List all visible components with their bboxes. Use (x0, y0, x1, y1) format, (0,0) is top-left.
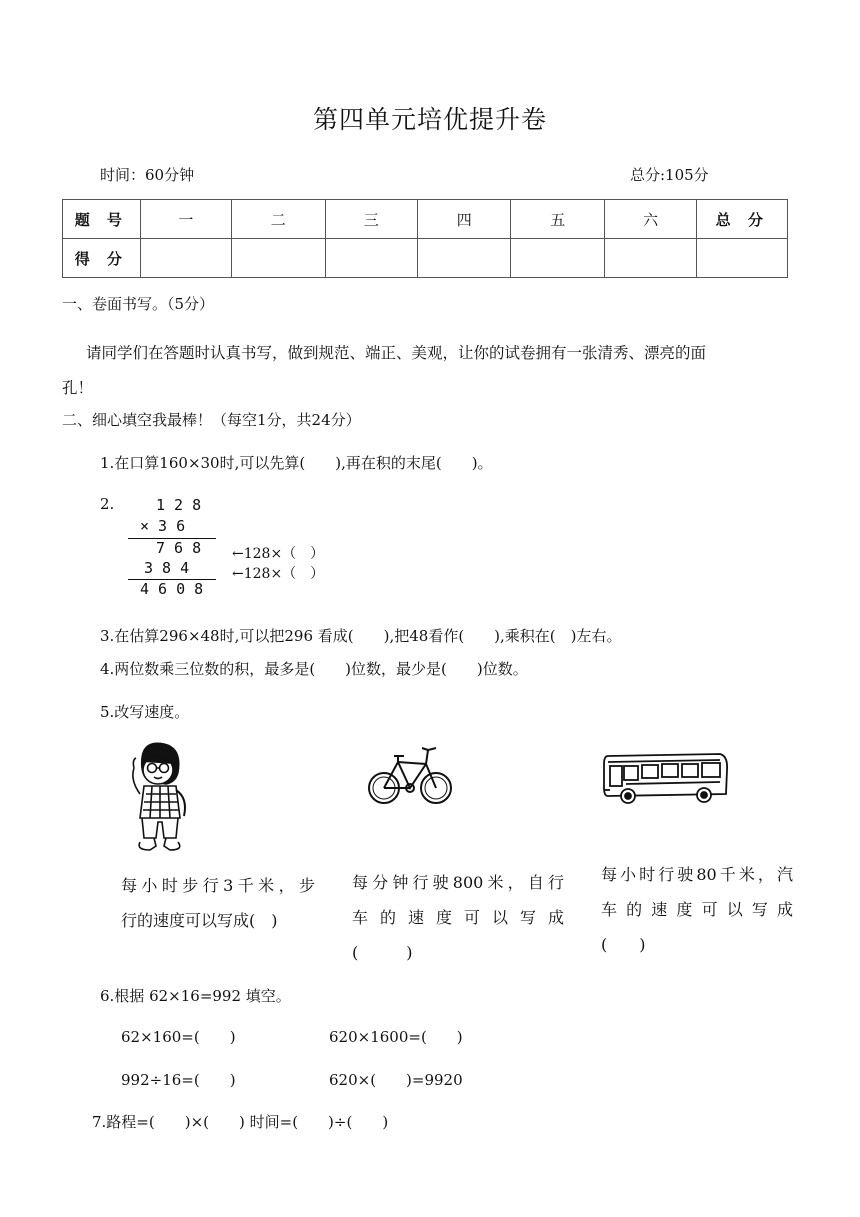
partial-product-2-annotation: ←128×（ ） (232, 566, 325, 582)
score-cell[interactable] (418, 239, 511, 278)
caption-line: 车的速度可以写成 (601, 900, 793, 919)
score-header-cell: 总 分 (697, 200, 788, 239)
caption-line: ( ) (601, 935, 646, 954)
multiplication-multiplier: × 3 6 (140, 517, 186, 535)
question-6-d: 620×( )=9920 (329, 1071, 463, 1089)
caption-line: 每分钟行驶800米，自行 (352, 873, 564, 892)
caption-line: 每小时行驶80千米，汽 (601, 865, 793, 884)
boy-speed-caption (121, 868, 315, 938)
question-6-c: 992÷16=( ) (121, 1071, 236, 1089)
score-cell[interactable] (325, 239, 417, 278)
score-cell[interactable] (511, 239, 604, 278)
score-row-label: 得 分 (63, 239, 141, 278)
score-header-cell: 二 (232, 200, 325, 239)
score-header-cell: 一 (140, 200, 231, 239)
score-header-cell: 四 (418, 200, 511, 239)
score-cell[interactable] (697, 239, 788, 278)
question-6-a: 62×160=( ) (121, 1028, 236, 1046)
question-7: 7.路程=( )×( ) 时间=( )÷( ) (92, 1113, 389, 1131)
total-score-label: 总分:105分 (630, 166, 709, 184)
bike-speed-caption (352, 865, 564, 970)
boy-illustration-icon (126, 738, 192, 854)
caption-line: ( ) (352, 943, 413, 962)
partial-product-1: 7 6 8 (156, 539, 202, 557)
score-header-cell: 三 (325, 200, 417, 239)
question-3: 3.在估算296×48时,可以把296 看成( ),把48看作( ),乘积在( )左右。 (100, 627, 622, 645)
question-2-label: 2. (100, 495, 115, 513)
page-title: 第四单元培优提升卷 (312, 105, 547, 134)
score-header-cell: 题 号 (63, 200, 141, 239)
time-label: 时间：60分钟 (100, 166, 195, 184)
score-table-row (63, 239, 788, 278)
section1-text: 请同学们在答题时认真书写，做到规范、端正、美观，让你的试卷拥有一张清秀、漂亮的面 (86, 344, 707, 362)
bus-icon (602, 750, 730, 808)
score-cell[interactable] (604, 239, 696, 278)
question-6-b: 620×1600=( ) (329, 1028, 463, 1046)
caption-line: 行的速度可以写成( ) (121, 911, 278, 930)
partial-product-1-annotation: ←128×（ ） (232, 546, 325, 562)
question-4: 4.两位数乘三位数的积，最多是( )位数，最少是( )位数。 (100, 660, 528, 678)
question-1: 1.在口算160×30时,可以先算( ),再在积的末尾( )。 (100, 454, 493, 472)
section1-text-cont: 孔！ (62, 379, 94, 397)
score-table (62, 199, 788, 278)
caption-line: 车的速度可以写成 (352, 908, 564, 927)
score-header-cell: 五 (511, 200, 604, 239)
section2-heading: 二、细心填空我最棒！（每空1分，共24分） (62, 411, 361, 429)
caption-line: 每小时步行3千米，步 (121, 876, 315, 895)
bicycle-icon (366, 742, 454, 810)
section1-heading: 一、卷面书写。（5分） (62, 295, 215, 313)
score-cell[interactable] (140, 239, 231, 278)
score-table-header-row (63, 200, 788, 239)
score-cell[interactable] (232, 239, 325, 278)
question-5-label: 5.改写速度。 (100, 703, 190, 721)
bus-speed-caption (601, 857, 793, 962)
question-6-label: 6.根据 62×16=992 填空。 (100, 987, 291, 1005)
final-product: 4 6 0 8 (140, 580, 204, 598)
multiplication-multiplicand: 1 2 8 (156, 496, 202, 514)
partial-product-2: 3 8 4 (144, 559, 190, 577)
score-header-cell: 六 (604, 200, 696, 239)
